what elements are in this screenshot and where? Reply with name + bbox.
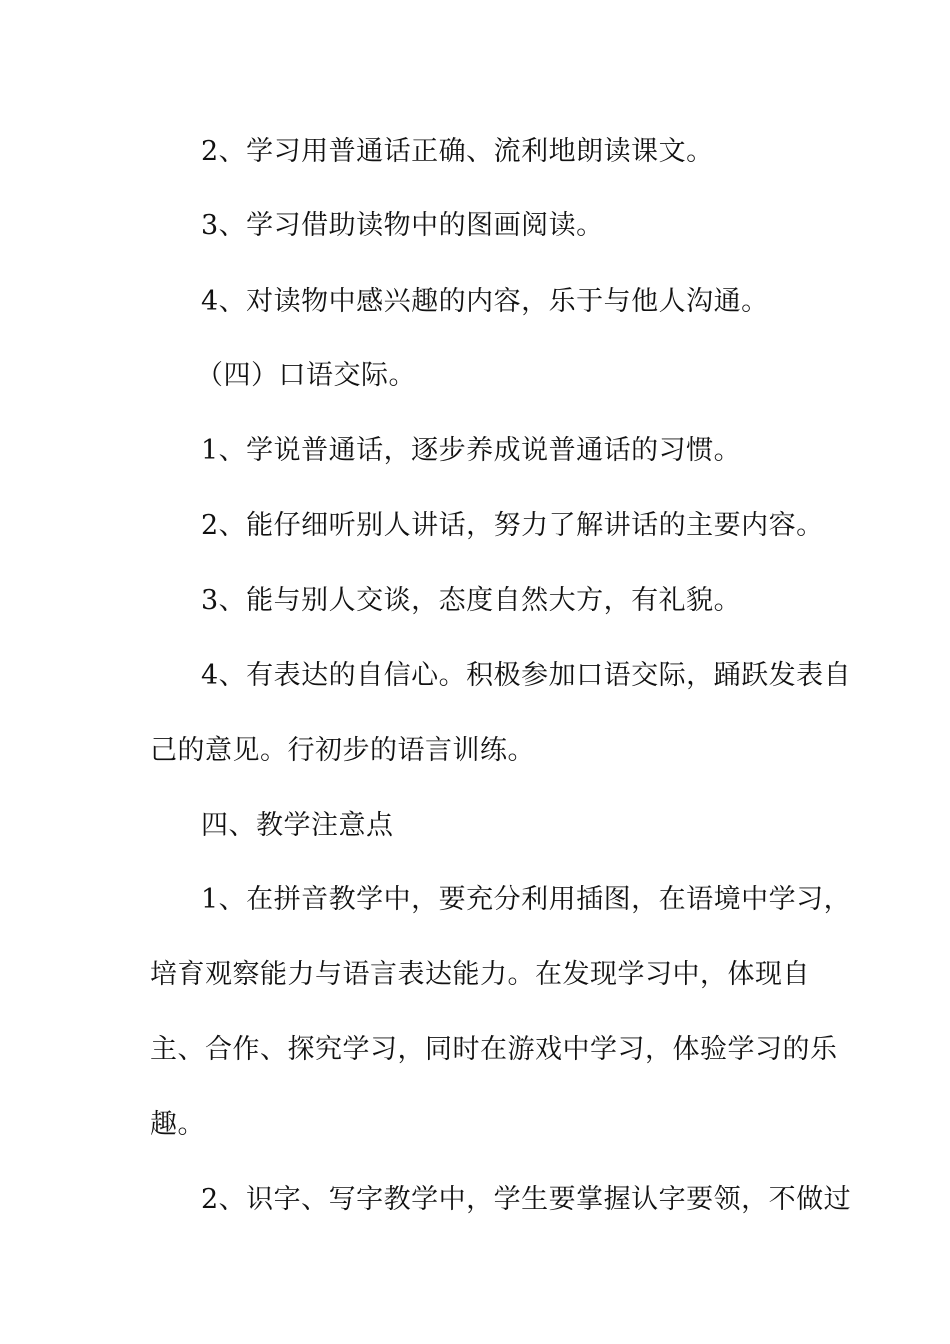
text-line: 4、有表达的自信心。积极参加口语交际，踊跃发表自 [201,660,852,691]
text-line: 1、在拼音教学中，要充分利用插图，在语境中学习， [201,884,852,915]
text-line: 2、识字、写字教学中，学生要掌握认字要领，不做过 [201,1184,852,1215]
text-line: 主、合作、探究学习，同时在游戏中学习，体验学习的乐 [150,1034,838,1065]
text-line: 3、能与别人交谈，态度自然大方，有礼貌。 [201,585,742,616]
text-line: 4、对读物中感兴趣的内容，乐于与他人沟通。 [201,286,769,317]
text-line: 2、能仔细听别人讲话，努力了解讲话的主要内容。 [201,510,824,541]
text-line: 己的意见。行初步的语言训练。 [150,735,535,766]
section-heading: （四）口语交际。 [196,360,416,391]
text-line: 1、学说普通话，逐步养成说普通话的习惯。 [201,435,742,466]
section-heading: 四、教学注意点 [201,810,394,841]
text-line: 2、学习用普通话正确、流利地朗读课文。 [201,136,714,167]
text-line: 3、学习借助读物中的图画阅读。 [201,210,604,241]
text-line: 培育观察能力与语言表达能力。在发现学习中，体现自 [150,959,810,990]
text-line: 趣。 [150,1109,205,1140]
